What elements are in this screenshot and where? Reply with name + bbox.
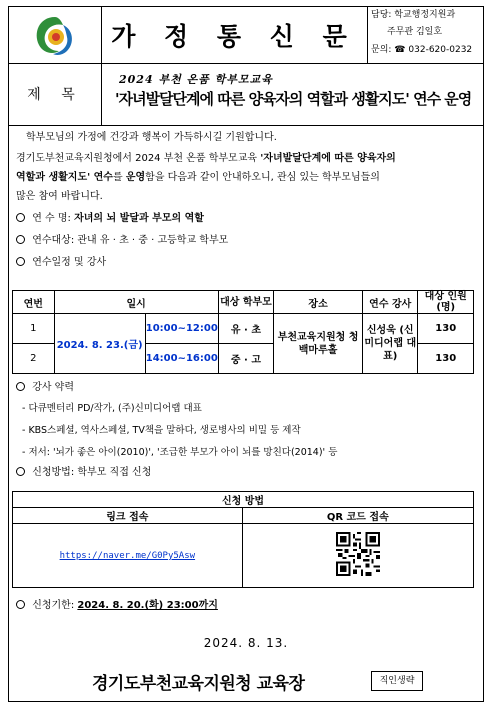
target-item: 연수대상: 관내 유 · 초 · 중 · 고등학교 학부모 — [16, 234, 228, 247]
lecturer-line: - 다큐멘터리 PD/작가, (주)신미디어랩 대표 — [22, 403, 202, 414]
intro-line2: 역할과 생활지도' 연수를 운영함을 다음과 같이 안내하오니, 관심 있는 학부모님들의 — [16, 172, 380, 183]
contact-person: 주무관 김일호 — [387, 27, 443, 37]
schedule-time-1: 10:00~12:00 — [145, 314, 218, 344]
schedule-item: 연수일정 및 강사 — [16, 256, 106, 269]
issuer-name: 경기도부천교육지원청 교육장 — [92, 674, 305, 694]
header-no: 연번 — [13, 291, 55, 314]
phone-icon: ☎ — [394, 45, 406, 55]
header-datetime: 일시 — [54, 291, 218, 314]
lecturer-line: - 저서: '뇌가 좋은 아이(2010)', '조급한 부모가 아이 뇌를 망친다(2014)' 등 — [22, 447, 338, 458]
bullet-circle-icon — [16, 213, 25, 222]
contact-phone: 032-620-0232 — [408, 45, 473, 55]
header-lecturer: 연수 강사 — [363, 291, 418, 314]
link-header: 링크 접속 — [13, 508, 243, 524]
issue-date: 2024. 8. 13. — [203, 636, 289, 650]
subject-line1: 2024 부천 온품 학부모교육 — [119, 73, 273, 86]
bullet-circle-icon — [16, 235, 25, 244]
schedule-date: 2024. 8. 23.(금) — [54, 314, 145, 374]
bullet-circle-icon — [16, 600, 25, 609]
intro-line3: 많은 참여 바랍니다. — [16, 191, 103, 202]
registration-header: 신청 방법 — [13, 492, 474, 508]
bullet-circle-icon — [16, 257, 25, 266]
schedule-place: 부천교육지원청 청백마루홀 — [274, 314, 363, 374]
registration-link[interactable]: https://naver.me/G0Py5Asw — [59, 551, 196, 561]
title-cell — [101, 7, 368, 63]
apply-method-item: 신청방법: 학부모 직접 신청 — [16, 466, 151, 479]
subject-line2: '자녀발달단계에 따른 양육자의 역할과 생활지도' 연수 운영 — [115, 90, 472, 108]
qr-code-icon[interactable] — [336, 532, 380, 576]
deadline-item: 신청기한: 2024. 8. 20.(화) 23:00까지 — [16, 599, 218, 612]
contact-department: 담당: 학교행정지원과 — [371, 10, 456, 20]
lecturer-line: - KBS스페셜, 역사스페셜, TV책을 말하다, 생로병사의 비밀 등 제작 — [22, 425, 301, 436]
bullet-circle-icon — [16, 467, 25, 476]
header-count: 대상 인원(명) — [418, 291, 474, 314]
page-title: 가 정 통 신 문 — [111, 22, 357, 51]
header-row — [9, 7, 483, 64]
header-target: 대상 학부모 — [218, 291, 273, 314]
schedule-lecturer: 신성욱 (신미디어랩 대표) — [363, 314, 418, 374]
header-place: 장소 — [274, 291, 363, 314]
contact-info — [367, 7, 483, 63]
qr-header: QR 코드 접속 — [242, 508, 473, 524]
table-row: 2 14:00~16:00 중 · 고 130 — [13, 344, 474, 374]
lecturer-heading: 강사 약력 — [16, 381, 74, 394]
course-name-item: 연 수 명: 자녀의 뇌 발달과 부모의 역할 — [16, 212, 204, 225]
table-row: 1 2024. 8. 23.(금) 10:00~12:00 유 · 초 부천교육지원청 청백마루홀 신성욱 (신미디어랩 대표) 130 — [13, 314, 474, 344]
greeting-text: 학부모님의 가정에 건강과 행복이 가득하시길 기원합니다. — [26, 132, 277, 143]
seal-omitted-stamp: 직인생략 — [371, 671, 423, 691]
intro-line1: 경기도부천교육지원청에서 2024 부천 온품 학부모교육 '자녀발달단계에 따른 양육자의 — [16, 153, 396, 164]
subject-label: 제 목 — [9, 63, 102, 125]
logo-cell — [9, 7, 102, 63]
contact-phone-label: 문의: — [371, 45, 392, 55]
education-office-logo-icon — [9, 7, 101, 63]
schedule-table — [12, 290, 474, 374]
deadline-value: 2024. 8. 20.(화) 23:00까지 — [77, 600, 218, 611]
bullet-circle-icon — [16, 382, 25, 391]
subject-row — [9, 63, 483, 126]
schedule-time-2: 14:00~16:00 — [145, 344, 218, 374]
registration-table — [12, 491, 474, 588]
